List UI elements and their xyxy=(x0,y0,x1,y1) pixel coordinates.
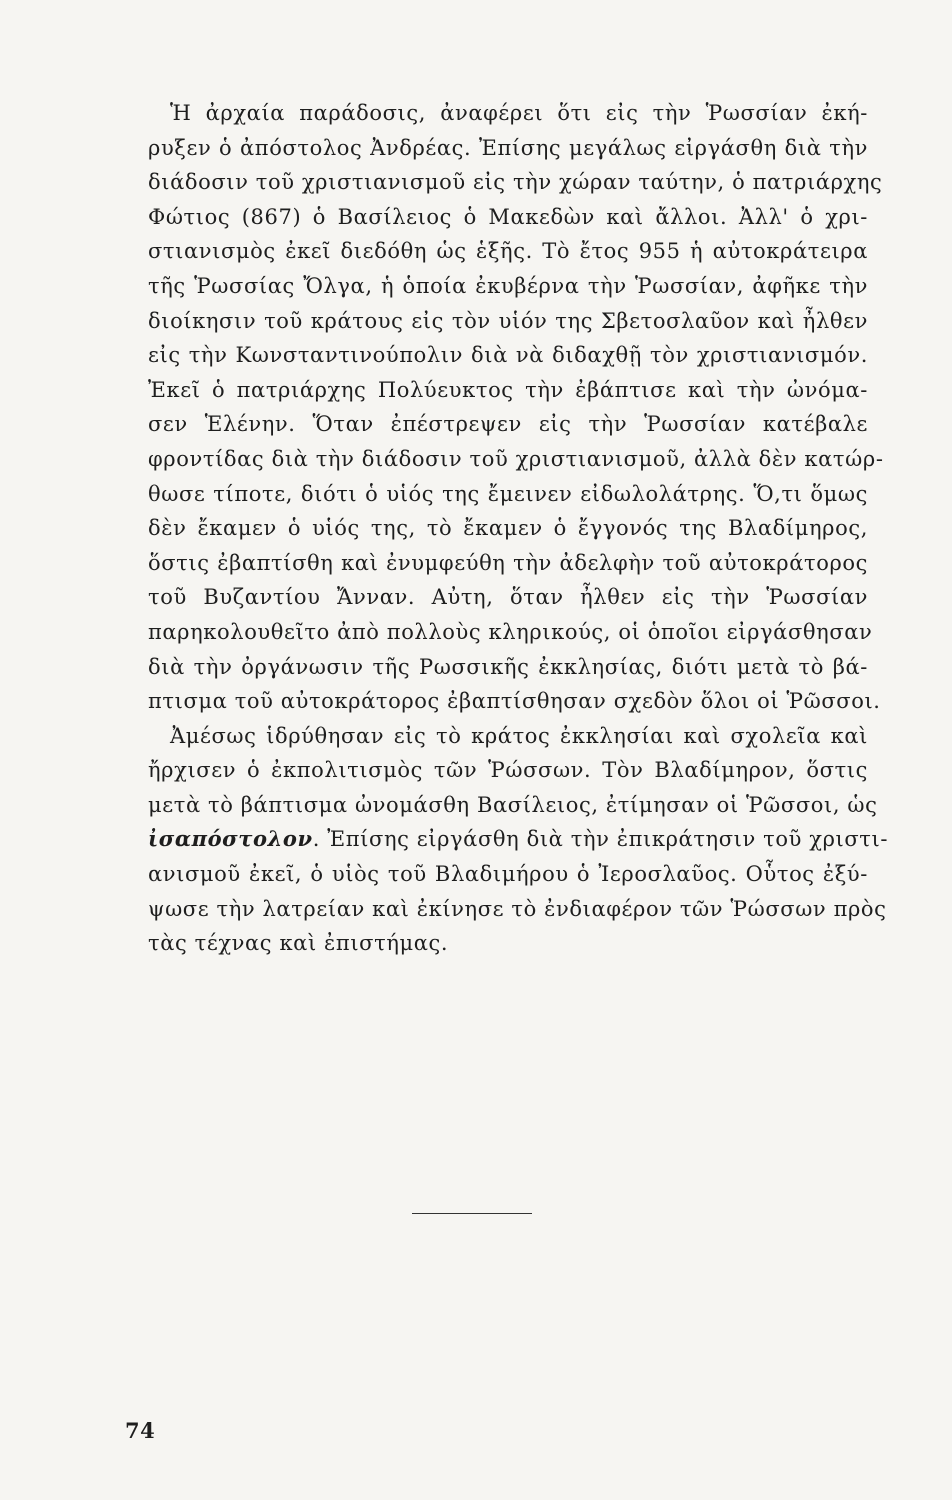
text-line: πτισμα τοῦ αὐτοκράτορος ἐβαπτίσθησαν σχεδὸν ὅλοι οἱ Ῥῶσσοι. xyxy=(148,689,881,714)
text-line: θωσε τίποτε, διότι ὁ υἱός της ἔμεινεν εἰδωλολάτρης. Ὅ,τι ὅμως xyxy=(148,481,868,506)
text-line: ψωσε τὴν λατρείαν καὶ ἐκίνησε τὸ ἐνδιαφέρον τῶν Ῥώσσων πρὸς xyxy=(148,896,887,921)
text-line: σεν Ἑλένην. Ὅταν ἐπέστρεψεν εἰς τὴν Ῥωσσίαν κατέβαλε xyxy=(148,412,868,437)
text-line: ρυξεν ὁ ἀπόστολος Ἀνδρέας. Ἐπίσης μεγάλως εἰργάσθη διὰ τὴν xyxy=(148,135,868,160)
text-line: παρηκολουθεῖτο ἀπὸ πολλοὺς κληρικούς, οἱ ὁποῖοι εἰργάσθησαν xyxy=(148,619,873,644)
text-line: διοίκησιν τοῦ κράτους εἰς τὸν υἱόν της Σβετοσλαῦον καὶ ἦλθεν xyxy=(148,308,868,333)
page-number: 74 xyxy=(125,1418,156,1443)
text-line: ανισμοῦ ἐκεῖ, ὁ υἱὸς τοῦ Βλαδιμήρου ὁ Ἰεροσλαῦος. Οὗτος ἐξύ- xyxy=(148,862,868,887)
text-line: Φώτιος (867) ὁ Βασίλειος ὁ Μακεδὼν καὶ ἄλλοι. Ἀλλ' ὁ χρι- xyxy=(148,204,868,229)
text-line: Ἀμέσως ἱδρύθησαν εἰς τὸ κράτος ἐκκλησίαι καὶ σχολεῖα καὶ xyxy=(170,723,868,748)
text-line: Ἐκεῖ ὁ πατριάρχης Πολύευκτος τὴν ἐβάπτισε καὶ τὴν ὠνόμα- xyxy=(148,377,868,402)
text-line: εἰς τὴν Κωνσταντινούπολιν διὰ νὰ διδαχθῇ τὸν χριστιανισμόν. xyxy=(148,343,868,368)
text-line: τοῦ Βυζαντίου Ἄνναν. Αὐτη, ὅταν ἦλθεν εἰς τὴν Ῥωσσίαν xyxy=(148,585,868,610)
text-line: φροντίδας διὰ τὴν διάδοσιν τοῦ χριστιανισμοῦ, ἀλλὰ δὲν κατώρ- xyxy=(148,446,884,471)
text-line: δὲν ἔκαμεν ὁ υἱός της, τὸ ἔκαμεν ὁ ἔγγονός της Βλαδίμηρος, xyxy=(148,516,868,541)
text-line: στιανισμὸς ἐκεῖ διεδόθη ὡς ἑξῆς. Τὸ ἔτος 955 ἡ αὐτοκράτειρα xyxy=(148,239,868,264)
text-line: διὰ τὴν ὀργάνωσιν τῆς Ρωσσικῆς ἐκκλησίας, διότι μετὰ τὸ βά- xyxy=(148,654,868,679)
text-line: μετὰ τὸ βάπτισμα ὠνομάσθη Βασίλειος, ἐτίμησαν οἱ Ῥῶσσοι, ὡς xyxy=(148,792,878,817)
text-line: ἤρχισεν ὁ ἐκπολιτισμὸς τῶν Ῥώσσων. Τὸν Βλαδίμηρον, ὅστις xyxy=(148,758,868,783)
body-text xyxy=(148,96,889,961)
text-line: ἰσαπόστολον. Ἐπίσης εἰργάσθη διὰ τὴν ἐπικράτησιν τοῦ χριστι- xyxy=(148,826,889,852)
section-divider xyxy=(412,1213,532,1214)
text-line: τὰς τέχνας καὶ ἐπιστήμας. xyxy=(148,931,449,956)
emphasized-word: ἰσαπόστολον xyxy=(148,826,313,852)
text-line: Ἡ ἀρχαία παράδοσις, ἀναφέρει ὅτι εἰς τὴν Ῥωσσίαν ἐκή- xyxy=(170,101,868,125)
text-line: ὅστις ἐβαπτίσθη καὶ ἐνυμφεύθη τὴν ἀδελφὴν τοῦ αὐτοκράτορος xyxy=(148,550,868,575)
text-line: τῆς Ῥωσσίας Ὄλγα, ἡ ὁποία ἐκυβέρνα τὴν Ῥωσσίαν, ἀφῆκε τὴν xyxy=(148,273,868,298)
text-line: διάδοσιν τοῦ χριστιανισμοῦ εἰς τὴν χώραν ταύτην, ὁ πατριάρχης xyxy=(148,170,883,195)
